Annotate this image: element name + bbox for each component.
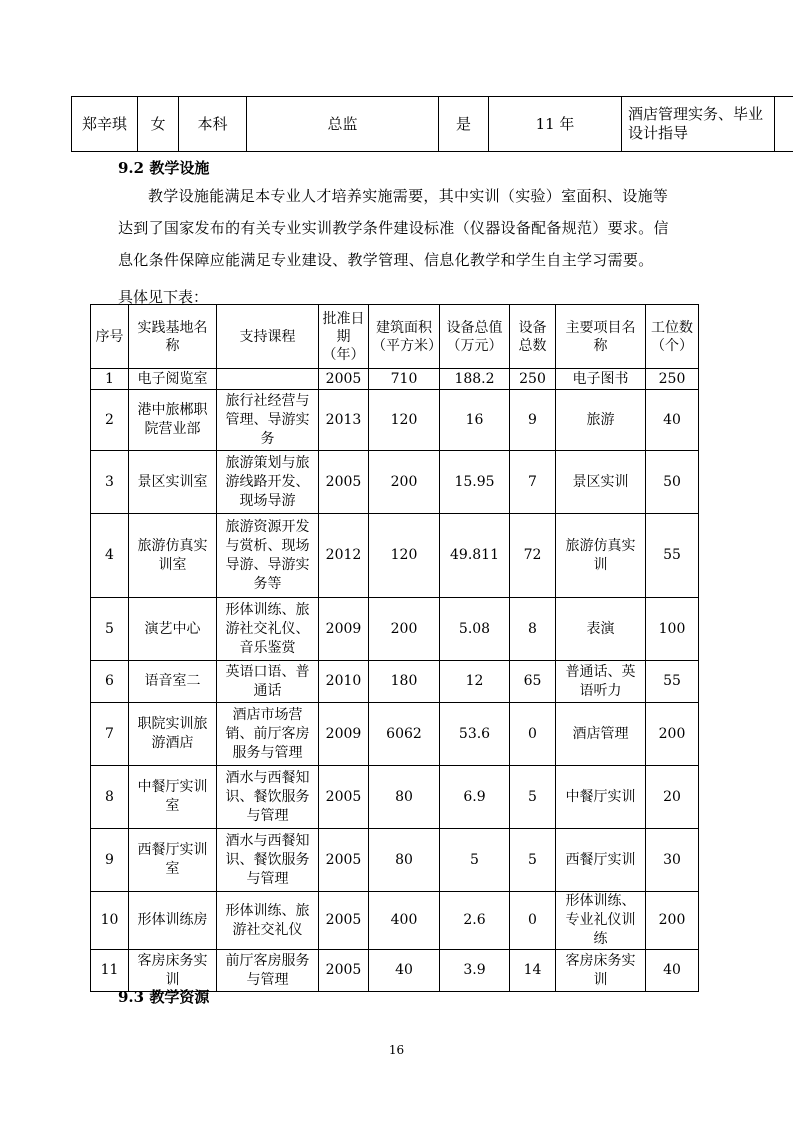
staff-years: 11 年 [489, 97, 622, 152]
col-equipment-count-cell: 14 [510, 950, 556, 992]
section-heading-9-2: 9.2 教学设施 [118, 159, 210, 177]
col-workstations-cell: 200 [646, 892, 699, 950]
table-row [91, 703, 699, 766]
col-area-cell: 80 [369, 766, 440, 829]
col-seq-cell: 5 [91, 598, 129, 661]
section-paragraph-tail: 具体见下表： [118, 288, 209, 306]
col-equipment-value-cell: 5.08 [440, 598, 510, 661]
col-equipment-count-cell: 9 [510, 390, 556, 451]
col-courses-cell: 旅游策划与旅游线路开发、现场导游 [217, 451, 319, 514]
col-equipment-value-cell: 16 [440, 390, 510, 451]
col-seq-cell: 7 [91, 703, 129, 766]
col-equipment-count-cell: 5 [510, 766, 556, 829]
col-base-name-cell: 西餐厅实训室 [129, 829, 217, 892]
col-area-cell: 200 [369, 598, 440, 661]
col-equipment-value-cell: 3.9 [440, 950, 510, 992]
section-heading-9-3: 9.3 教学资源 [118, 988, 210, 1006]
col-workstations-cell: 200 [646, 703, 699, 766]
col-seq-cell: 2 [91, 390, 129, 451]
staff-extra [775, 97, 793, 152]
col-equipment-value-cell: 5 [440, 829, 510, 892]
col-area-cell: 710 [369, 369, 440, 390]
table-row [91, 390, 699, 451]
col-equipment-count-cell: 8 [510, 598, 556, 661]
col-seq-cell: 10 [91, 892, 129, 950]
col-equipment-value-cell: 15.95 [440, 451, 510, 514]
col-equipment-value-cell: 188.2 [440, 369, 510, 390]
col-area-header: 建筑面积（平方米） [369, 305, 440, 369]
facilities-header-row [91, 305, 699, 369]
col-seq-cell: 3 [91, 451, 129, 514]
col-equipment-count-header: 设备总数 [510, 305, 556, 369]
col-area-cell: 200 [369, 451, 440, 514]
col-workstations-cell: 100 [646, 598, 699, 661]
col-equipment-value-header: 设备总值（万元） [440, 305, 510, 369]
col-approval-year-cell: 2009 [319, 598, 369, 661]
col-courses-cell: 前厅客房服务与管理 [217, 950, 319, 992]
col-main-project-cell: 旅游仿真实训 [556, 514, 646, 598]
col-courses-header: 支持课程 [217, 305, 319, 369]
col-main-project-header: 主要项目名 称 [556, 305, 646, 369]
col-workstations-cell: 20 [646, 766, 699, 829]
col-main-project-cell: 普通话、英语听力 [556, 661, 646, 703]
col-equipment-count-cell: 5 [510, 829, 556, 892]
col-equipment-value-cell: 2.6 [440, 892, 510, 950]
col-equipment-count-cell: 7 [510, 451, 556, 514]
col-main-project-cell: 客房床务实训 [556, 950, 646, 992]
col-courses-cell: 酒水与西餐知识、餐饮服务与管理 [217, 766, 319, 829]
col-workstations-cell: 55 [646, 514, 699, 598]
col-equipment-count-cell: 0 [510, 703, 556, 766]
staff-table [71, 96, 793, 152]
col-base-name-cell: 景区实训室 [129, 451, 217, 514]
col-approval-year-cell: 2005 [319, 892, 369, 950]
col-area-cell: 40 [369, 950, 440, 992]
col-base-name-cell: 形体训练房 [129, 892, 217, 950]
col-equipment-count-cell: 0 [510, 892, 556, 950]
col-seq-cell: 9 [91, 829, 129, 892]
staff-row [72, 97, 793, 152]
col-courses-cell: 旅游资源开发与赏析、现场导游、导游实务等 [217, 514, 319, 598]
table-row [91, 661, 699, 703]
col-seq-header: 序号 [91, 305, 129, 369]
col-main-project-cell: 酒店管理 [556, 703, 646, 766]
col-courses-cell: 英语口语、普通话 [217, 661, 319, 703]
col-approval-year-cell: 2005 [319, 829, 369, 892]
table-row [91, 369, 699, 390]
col-seq-cell: 1 [91, 369, 129, 390]
col-approval-year-cell: 2005 [319, 451, 369, 514]
col-main-project-cell: 旅游 [556, 390, 646, 451]
col-main-project-cell: 西餐厅实训 [556, 829, 646, 892]
table-row [91, 892, 699, 950]
staff-courses: 酒店管理实务、毕业设计指导 [622, 97, 775, 152]
table-row [91, 598, 699, 661]
col-approval-year-cell: 2013 [319, 390, 369, 451]
col-courses-cell: 酒水与西餐知识、餐饮服务与管理 [217, 829, 319, 892]
page-number: 16 [388, 1043, 405, 1057]
col-main-project-cell: 表演 [556, 598, 646, 661]
col-main-project-cell: 形体训练、专业礼仪训练 [556, 892, 646, 950]
col-base-name-cell: 电子阅览室 [129, 369, 217, 390]
col-approval-year-cell: 2005 [319, 950, 369, 992]
col-main-project-cell: 中餐厅实训 [556, 766, 646, 829]
col-base-name-header: 实践基地名 称 [129, 305, 217, 369]
col-equipment-value-cell: 49.811 [440, 514, 510, 598]
col-area-cell: 400 [369, 892, 440, 950]
col-equipment-value-cell: 6.9 [440, 766, 510, 829]
col-approval-year-cell: 2009 [319, 703, 369, 766]
col-base-name-cell: 职院实训旅游酒店 [129, 703, 217, 766]
col-base-name-cell: 语音室二 [129, 661, 217, 703]
table-row [91, 514, 699, 598]
staff-flag: 是 [439, 97, 489, 152]
col-area-cell: 80 [369, 829, 440, 892]
col-main-project-cell: 电子图书 [556, 369, 646, 390]
col-main-project-cell: 景区实训 [556, 451, 646, 514]
col-base-name-cell: 港中旅郴职院营业部 [129, 390, 217, 451]
col-area-cell: 120 [369, 390, 440, 451]
col-workstations-cell: 40 [646, 950, 699, 992]
col-approval-year-cell: 2012 [319, 514, 369, 598]
col-equipment-count-cell: 65 [510, 661, 556, 703]
col-area-cell: 180 [369, 661, 440, 703]
col-base-name-cell: 中餐厅实训室 [129, 766, 217, 829]
section-paragraph: 教学设施能满足本专业人才培养实施需要，其中实训（实验）室面积、设施等达到了国家发布的有关专业实训教学条件建设标准（仪器设备配备规范）要求。信息化条件保障应能满足专业建设、教学管理、信息化教学和学生自主学习需要。 [118, 187, 669, 269]
col-area-cell: 120 [369, 514, 440, 598]
table-row [91, 829, 699, 892]
col-seq-cell: 8 [91, 766, 129, 829]
table-row [91, 766, 699, 829]
col-workstations-cell: 50 [646, 451, 699, 514]
col-approval-year-cell: 2005 [319, 766, 369, 829]
table-row [91, 451, 699, 514]
facilities-table [90, 304, 699, 992]
col-seq-cell: 6 [91, 661, 129, 703]
col-equipment-count-cell: 250 [510, 369, 556, 390]
col-workstations-cell: 40 [646, 390, 699, 451]
col-approval-year-header: 批准日期（年） [319, 305, 369, 369]
col-workstations-cell: 30 [646, 829, 699, 892]
col-area-cell: 6062 [369, 703, 440, 766]
staff-name: 郑辛琪 [72, 97, 138, 152]
staff-education: 本科 [179, 97, 247, 152]
col-workstations-cell: 55 [646, 661, 699, 703]
col-equipment-count-cell: 72 [510, 514, 556, 598]
col-seq-cell: 11 [91, 950, 129, 992]
col-base-name-cell: 客房床务实训 [129, 950, 217, 992]
col-approval-year-cell: 2010 [319, 661, 369, 703]
col-courses-cell: 形体训练、旅游社交礼仪 [217, 892, 319, 950]
col-courses-cell: 旅行社经营与管理、导游实务 [217, 390, 319, 451]
col-courses-cell: 形体训练、旅游社交礼仪、音乐鉴赏 [217, 598, 319, 661]
col-base-name-cell: 演艺中心 [129, 598, 217, 661]
col-approval-year-cell: 2005 [319, 369, 369, 390]
col-workstations-cell: 250 [646, 369, 699, 390]
col-base-name-cell: 旅游仿真实训室 [129, 514, 217, 598]
staff-gender: 女 [138, 97, 179, 152]
col-workstations-header: 工位数（个） [646, 305, 699, 369]
staff-position: 总监 [247, 97, 439, 152]
col-equipment-value-cell: 53.6 [440, 703, 510, 766]
col-courses-cell [217, 369, 319, 390]
col-equipment-value-cell: 12 [440, 661, 510, 703]
col-courses-cell: 酒店市场营销、前厅客房服务与管理 [217, 703, 319, 766]
col-seq-cell: 4 [91, 514, 129, 598]
